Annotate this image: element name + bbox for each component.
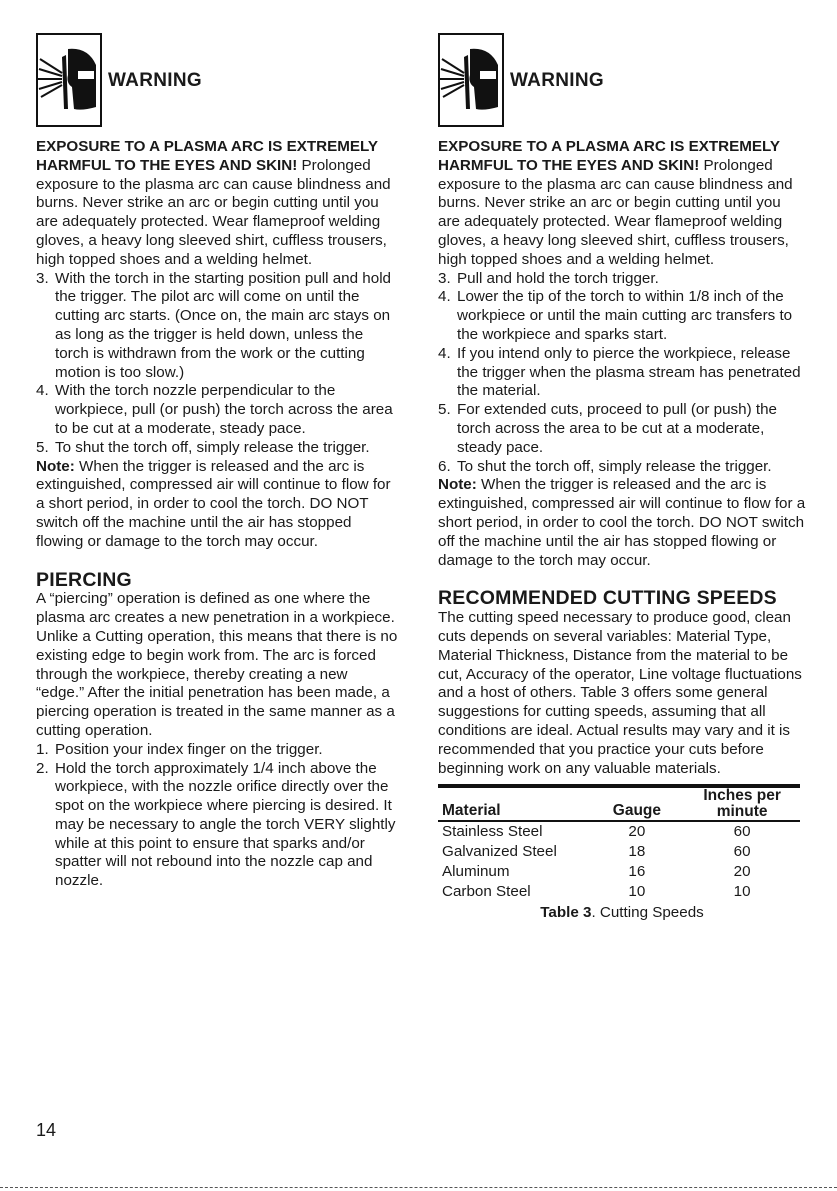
step-text: Lower the tip of the torch to within 1/8 inch of the workpiece or until the main cutting arc transfers to the workpiece and sparks start.: [457, 288, 793, 343]
step-text: To shut the torch off, simply release the trigger.: [457, 457, 772, 475]
note-paragraph: [438, 476, 806, 570]
warning-bold-text: EXPOSURE TO A PLASMA ARC IS EXTREMELY HARMFUL TO THE EYES AND SKIN!: [438, 138, 780, 174]
table-caption-label: Table 3: [540, 904, 592, 922]
cell-material: Stainless Steel: [442, 823, 543, 841]
table-row: [438, 882, 800, 902]
list-item: [36, 760, 398, 892]
list-item: [438, 458, 806, 477]
list-item: [438, 401, 806, 457]
step-number: 4.: [36, 382, 49, 400]
list-item: [36, 270, 398, 383]
step-text: With the torch nozzle perpendicular to the workpiece, pull (or push) the torch across the area to be cut at a moderate, steady pace.: [55, 382, 393, 437]
welding-helmet-warning-icon: [36, 33, 102, 127]
note-label: Note:: [36, 457, 75, 475]
step-number: 1.: [36, 740, 49, 758]
warning-header: [438, 32, 806, 128]
step-number: 5.: [36, 438, 49, 456]
cutting-steps-list: [438, 270, 806, 477]
step-number: 2.: [36, 759, 49, 777]
welding-helmet-warning-icon: [438, 33, 504, 127]
page-number: 14: [36, 1120, 57, 1140]
warning-paragraph: [36, 138, 398, 270]
warning-title: WARNING: [108, 69, 202, 91]
note-label: Note:: [438, 476, 477, 494]
cell-gauge: 10: [628, 882, 646, 900]
step-text: Hold the torch approximately 1/4 inch above the workpiece, with the nozzle orifice directly over the spot on the workpiece where piercing is desired. It may be necessary to angle the torch VERY slightly while at this point to ensure that sparks and/or spatter will not rebound into the nozzle cap and nozzle.: [55, 759, 396, 890]
table-row: [438, 821, 800, 842]
cutting-speeds-paragraph: The cutting speed necessary to produce good, clean cuts depends on several variables: Material Type, Material Thickness, Distance from the material to be cut, Accuracy of the operator, Line voltage fluctuations and a host of others. Table 3 offers some general suggestions for cutting speeds, assuming that all conditions are ideal. Actual results may vary and it is recommended that you practice your cuts before beginning work on any valuable materials.: [438, 609, 802, 777]
table-row: [438, 842, 800, 862]
step-number: 4.: [438, 344, 451, 362]
list-item: [36, 741, 398, 760]
column-header-gauge: Gauge: [612, 801, 661, 819]
cell-gauge: 20: [628, 823, 646, 841]
column-header-material: Material: [442, 801, 501, 819]
right-column: [438, 32, 806, 923]
table-caption: [438, 904, 806, 923]
warning-title: WARNING: [510, 69, 604, 91]
table-caption-text: . Cutting Speeds: [591, 904, 704, 922]
cell-ipm: 60: [733, 843, 751, 861]
step-number: 6.: [438, 457, 451, 475]
step-number: 3.: [438, 269, 451, 287]
column-header-inches-per-minute: Inches per minute: [703, 787, 781, 821]
cell-ipm: 20: [733, 862, 751, 880]
page-bottom-divider: [0, 1187, 837, 1188]
warning-bold-text: EXPOSURE TO A PLASMA ARC IS EXTREMELY HARMFUL TO THE EYES AND SKIN!: [36, 138, 378, 174]
list-item: [36, 439, 398, 458]
cell-gauge: 16: [628, 862, 646, 880]
note-text: When the trigger is released and the arc is extinguished, compressed air will continue to flow for a short period, in order to cool the torch. DO NOT switch off the machine until the air has stopped flowing or damage to the torch may occur.: [438, 476, 806, 569]
step-text: With the torch in the starting position pull and hold the trigger. The pilot arc will come on until the cutting arc starts. (Once on, the main arc stays on as long as the trigger is held down, unless the torch is withdrawn from the work or the cutting motion is too slow.): [55, 269, 392, 381]
piercing-heading: PIERCING: [36, 568, 132, 591]
cell-gauge: 18: [628, 843, 646, 861]
warning-body-text: Prolonged exposure to the plasma arc can cause blindness and burns. Never strike an arc or begin cutting until you are adequately protected. Wear flameproof welding gloves, a heavy long sleeved shirt, cuffless trousers, high topped shoes and a welding helmet.: [36, 156, 391, 268]
cutting-speeds-heading: RECOMMENDED CUTTING SPEEDS: [438, 587, 777, 610]
step-text: Pull and hold the torch trigger.: [457, 269, 659, 287]
step-number: 3.: [36, 269, 49, 287]
cell-material: Carbon Steel: [442, 882, 531, 900]
step-text: To shut the torch off, simply release the trigger.: [55, 438, 370, 456]
step-number: 4.: [438, 288, 451, 306]
piercing-steps-list: [36, 741, 398, 891]
list-item: [36, 382, 398, 438]
table-header-row: [438, 786, 800, 821]
warning-header: [36, 32, 398, 128]
warning-paragraph: [438, 138, 806, 270]
table-row: [438, 862, 800, 882]
step-text: For extended cuts, proceed to pull (or push) the torch across the area to be cut at a moderate, steady pace.: [457, 401, 777, 456]
list-item: [438, 288, 806, 344]
step-number: 5.: [438, 401, 451, 419]
step-text: Position your index finger on the trigger.: [55, 740, 323, 758]
cell-ipm: 10: [733, 882, 751, 900]
cutting-speeds-table: [438, 784, 800, 901]
cutting-steps-list: [36, 270, 398, 458]
cell-ipm: 60: [733, 823, 751, 841]
cell-material: Aluminum: [442, 862, 510, 880]
warning-body-text: Prolonged exposure to the plasma arc can cause blindness and burns. Never strike an arc or begin cutting until you are adequately protected. Wear flameproof welding gloves, a heavy long sleeved shirt, cuffless trousers, high topped shoes and a welding helmet.: [438, 156, 793, 268]
list-item: [438, 345, 806, 401]
piercing-paragraph: A “piercing” operation is defined as one where the plasma arc creates a new penetration in a workpiece. Unlike a Cutting operation, this means that there is no existing edge to begin work from. The arc is forced through the workpiece, thereby creating a new “edge.” After the initial penetration has been made, a piercing operation is treated in the same manner as a cutting operation.: [36, 590, 398, 739]
step-text: If you intend only to pierce the workpiece, release the trigger when the plasma stream has penetrated the material.: [457, 344, 801, 400]
note-paragraph: [36, 458, 398, 552]
list-item: [438, 270, 806, 289]
left-column: [36, 32, 398, 891]
note-text: When the trigger is released and the arc is extinguished, compressed air will continue to flow for a short period, in order to cool the torch. DO NOT switch off the machine until the air has stopped flowing or damage to the torch may occur.: [36, 457, 391, 550]
cell-material: Galvanized Steel: [442, 843, 557, 861]
